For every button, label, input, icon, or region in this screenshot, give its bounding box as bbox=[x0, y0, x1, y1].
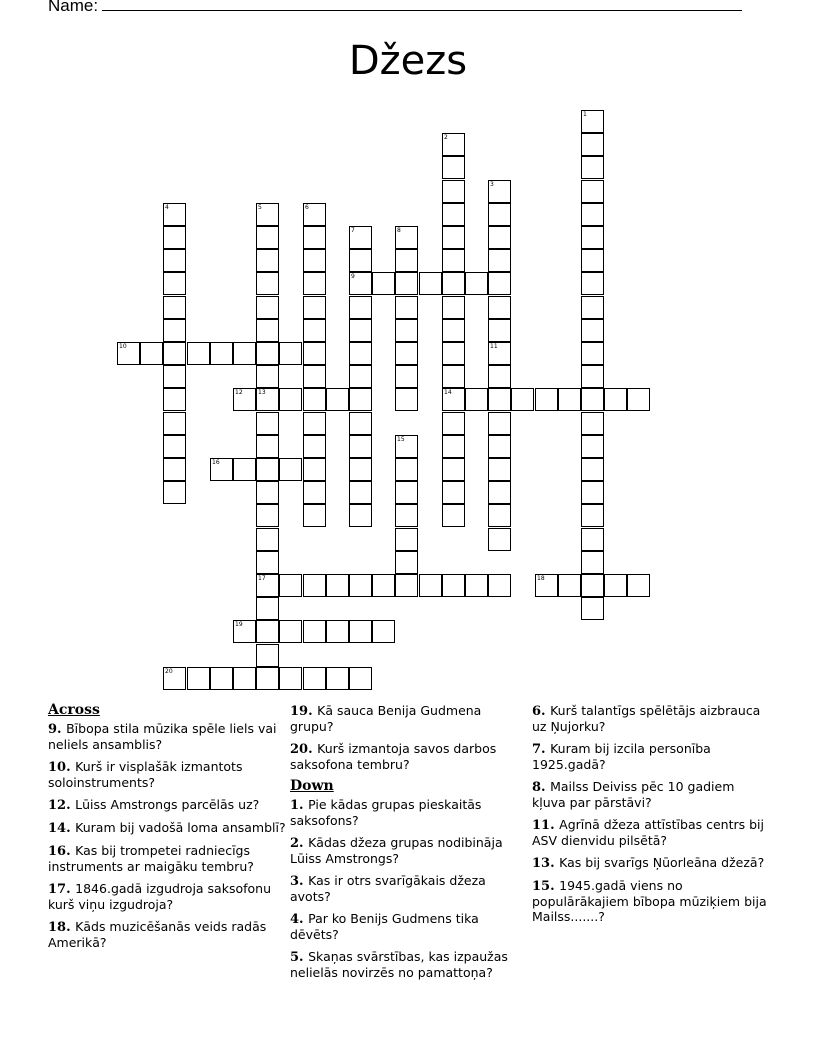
grid-cell[interactable] bbox=[256, 644, 279, 667]
clue-number: 20 bbox=[165, 668, 173, 675]
grid-cell[interactable] bbox=[187, 667, 210, 690]
grid-cell[interactable] bbox=[210, 458, 233, 481]
grid-cell[interactable] bbox=[442, 272, 465, 295]
down-clue: 5. Skaņas svārstības, kas izpaužas nelielās novirzēs no pamattoņa? bbox=[290, 949, 508, 980]
grid-cell[interactable] bbox=[303, 481, 326, 504]
grid-cell[interactable] bbox=[349, 504, 372, 527]
grid-cell[interactable] bbox=[303, 296, 326, 319]
grid-cell[interactable] bbox=[465, 574, 488, 597]
grid-cell[interactable] bbox=[488, 574, 511, 597]
grid-cell[interactable] bbox=[163, 203, 186, 226]
grid-cell[interactable] bbox=[581, 412, 604, 435]
grid-cell[interactable] bbox=[442, 365, 465, 388]
clue-number: 4 bbox=[165, 204, 169, 211]
grid-cell[interactable] bbox=[303, 388, 326, 411]
grid-cell[interactable] bbox=[349, 249, 372, 272]
grid-cell[interactable] bbox=[581, 203, 604, 226]
grid-cell[interactable] bbox=[395, 574, 418, 597]
grid-cell[interactable] bbox=[256, 481, 279, 504]
grid-cell[interactable] bbox=[395, 551, 418, 574]
grid-cell[interactable] bbox=[488, 481, 511, 504]
grid-cell[interactable] bbox=[488, 226, 511, 249]
grid-cell[interactable] bbox=[256, 203, 279, 226]
grid-cell[interactable] bbox=[395, 528, 418, 551]
grid-cell[interactable] bbox=[163, 249, 186, 272]
across-clue: 16. Kas bij trompetei radniecīgs instruments ar maigāku tembru? bbox=[48, 843, 254, 874]
grid-cell[interactable] bbox=[488, 342, 511, 365]
down-clue: 8. Mailss Deiviss pēc 10 gadiem kļuva par pārstāvi? bbox=[532, 779, 735, 810]
grid-cell[interactable] bbox=[581, 180, 604, 203]
grid-cell[interactable] bbox=[395, 504, 418, 527]
grid-cell[interactable] bbox=[303, 412, 326, 435]
grid-cell[interactable] bbox=[395, 435, 418, 458]
grid-cell[interactable] bbox=[279, 667, 302, 690]
clue-number: 18 bbox=[537, 575, 545, 582]
grid-cell[interactable] bbox=[581, 597, 604, 620]
clue-number: 9 bbox=[351, 273, 355, 280]
grid-cell[interactable] bbox=[256, 226, 279, 249]
grid-cell[interactable] bbox=[163, 319, 186, 342]
grid-cell[interactable] bbox=[279, 620, 302, 643]
grid-cell[interactable] bbox=[488, 458, 511, 481]
grid-cell[interactable] bbox=[581, 226, 604, 249]
across-heading: Across bbox=[48, 702, 100, 718]
grid-cell[interactable] bbox=[303, 667, 326, 690]
grid-cell[interactable] bbox=[140, 342, 163, 365]
across-clue: 10. Kurš ir visplašāk izmantots soloinstruments? bbox=[48, 759, 243, 790]
grid-cell[interactable] bbox=[488, 528, 511, 551]
grid-cell[interactable] bbox=[627, 388, 650, 411]
grid-cell[interactable] bbox=[303, 458, 326, 481]
grid-cell[interactable] bbox=[419, 574, 442, 597]
clue-number: 5 bbox=[258, 204, 262, 211]
grid-cell[interactable] bbox=[442, 226, 465, 249]
grid-cell[interactable] bbox=[256, 458, 279, 481]
grid-cell[interactable] bbox=[349, 365, 372, 388]
grid-cell[interactable] bbox=[349, 574, 372, 597]
grid-cell[interactable] bbox=[511, 388, 534, 411]
grid-cell[interactable] bbox=[163, 365, 186, 388]
grid-cell[interactable] bbox=[326, 388, 349, 411]
grid-cell[interactable] bbox=[372, 272, 395, 295]
grid-cell[interactable] bbox=[256, 504, 279, 527]
clues-column-2 bbox=[290, 703, 528, 987]
grid-cell[interactable] bbox=[581, 574, 604, 597]
clue-number: 3 bbox=[490, 181, 494, 188]
grid-cell[interactable] bbox=[303, 319, 326, 342]
down-heading: Down bbox=[290, 778, 334, 794]
grid-cell[interactable] bbox=[581, 249, 604, 272]
grid-cell[interactable] bbox=[163, 667, 186, 690]
grid-cell[interactable] bbox=[581, 272, 604, 295]
grid-cell[interactable] bbox=[326, 574, 349, 597]
grid-cell[interactable] bbox=[488, 296, 511, 319]
grid-cell[interactable] bbox=[395, 319, 418, 342]
grid-cell[interactable] bbox=[349, 412, 372, 435]
grid-cell[interactable] bbox=[233, 667, 256, 690]
down-clue: 13. Kas bij svarīgs Ņūorleāna džezā? bbox=[532, 855, 765, 871]
grid-cell[interactable] bbox=[349, 481, 372, 504]
grid-cell[interactable] bbox=[256, 597, 279, 620]
grid-cell[interactable] bbox=[442, 435, 465, 458]
clue-number: 2 bbox=[444, 134, 448, 141]
grid-cell[interactable] bbox=[233, 620, 256, 643]
grid-cell[interactable] bbox=[303, 272, 326, 295]
grid-cell[interactable] bbox=[395, 296, 418, 319]
grid-cell[interactable] bbox=[117, 342, 140, 365]
grid-cell[interactable] bbox=[372, 574, 395, 597]
grid-cell[interactable] bbox=[210, 342, 233, 365]
grid-cell[interactable] bbox=[442, 342, 465, 365]
clue-number: 11 bbox=[490, 343, 498, 350]
grid-cell[interactable] bbox=[349, 319, 372, 342]
grid-cell[interactable] bbox=[488, 203, 511, 226]
grid-cell[interactable] bbox=[279, 458, 302, 481]
down-clue: 6. Kurš talantīgs spēlētājs aizbrauca uz Ņujorku? bbox=[532, 703, 761, 734]
page-title: Džezs bbox=[348, 38, 468, 84]
grid-cell[interactable] bbox=[303, 365, 326, 388]
clue-number: 16 bbox=[212, 459, 220, 466]
grid-cell[interactable] bbox=[303, 342, 326, 365]
clue-number: 19 bbox=[235, 621, 243, 628]
grid-cell[interactable] bbox=[581, 435, 604, 458]
clue-number: 13 bbox=[258, 389, 266, 396]
grid-cell[interactable] bbox=[581, 342, 604, 365]
grid-cell[interactable] bbox=[233, 458, 256, 481]
grid-cell[interactable] bbox=[442, 319, 465, 342]
clues-column-3 bbox=[532, 703, 770, 931]
grid-cell[interactable] bbox=[163, 272, 186, 295]
grid-cell[interactable] bbox=[581, 458, 604, 481]
grid-cell[interactable] bbox=[581, 504, 604, 527]
grid-cell[interactable] bbox=[256, 319, 279, 342]
grid-cell[interactable] bbox=[442, 133, 465, 156]
grid-cell[interactable] bbox=[256, 249, 279, 272]
grid-cell[interactable] bbox=[349, 342, 372, 365]
down-clue: 11. Agrīnā džeza attīstības centrs bij ASV dienvidu pilsētā? bbox=[532, 817, 764, 848]
grid-cell[interactable] bbox=[442, 180, 465, 203]
grid-cell[interactable] bbox=[256, 435, 279, 458]
grid-cell[interactable] bbox=[303, 620, 326, 643]
clue-number: 10 bbox=[119, 343, 127, 350]
grid-cell[interactable] bbox=[442, 249, 465, 272]
down-clue: 4. Par ko Benijs Gudmens tika dēvēts? bbox=[290, 911, 479, 942]
grid-cell[interactable] bbox=[187, 342, 210, 365]
grid-cell[interactable] bbox=[465, 272, 488, 295]
grid-cell[interactable] bbox=[372, 620, 395, 643]
grid-cell[interactable] bbox=[210, 667, 233, 690]
grid-cell[interactable] bbox=[233, 388, 256, 411]
grid-cell[interactable] bbox=[256, 342, 279, 365]
grid-cell[interactable] bbox=[256, 272, 279, 295]
grid-cell[interactable] bbox=[163, 226, 186, 249]
grid-cell[interactable] bbox=[442, 156, 465, 179]
grid-cell[interactable] bbox=[256, 574, 279, 597]
down-clue: 15. 1945.gadā viens no populārākajiem bībopa mūziķiem bija Mailss.......? bbox=[532, 878, 767, 924]
grid-cell[interactable] bbox=[233, 342, 256, 365]
grid-cell[interactable] bbox=[442, 388, 465, 411]
grid-cell[interactable] bbox=[488, 435, 511, 458]
grid-cell[interactable] bbox=[349, 296, 372, 319]
grid-cell[interactable] bbox=[279, 574, 302, 597]
grid-cell[interactable] bbox=[442, 412, 465, 435]
grid-cell[interactable] bbox=[581, 365, 604, 388]
grid-cell[interactable] bbox=[488, 319, 511, 342]
grid-cell[interactable] bbox=[395, 272, 418, 295]
grid-cell[interactable] bbox=[163, 412, 186, 435]
down-clue: 7. Kuram bij izcila personība 1925.gadā? bbox=[532, 741, 711, 772]
clue-number: 6 bbox=[305, 204, 309, 211]
grid-cell[interactable] bbox=[488, 249, 511, 272]
grid-cell[interactable] bbox=[163, 481, 186, 504]
grid-cell[interactable] bbox=[163, 435, 186, 458]
grid-cell[interactable] bbox=[163, 296, 186, 319]
grid-cell[interactable] bbox=[395, 342, 418, 365]
grid-cell[interactable] bbox=[442, 481, 465, 504]
grid-cell[interactable] bbox=[303, 249, 326, 272]
grid-cell[interactable] bbox=[163, 388, 186, 411]
down-clue: 2. Kādas džeza grupas nodibināja Lūiss Amstrongs? bbox=[290, 835, 503, 866]
grid-cell[interactable] bbox=[442, 296, 465, 319]
grid-cell[interactable] bbox=[349, 435, 372, 458]
grid-cell[interactable] bbox=[581, 156, 604, 179]
grid-cell[interactable] bbox=[488, 388, 511, 411]
grid-cell[interactable] bbox=[558, 388, 581, 411]
grid-cell[interactable] bbox=[303, 574, 326, 597]
grid-cell[interactable] bbox=[163, 342, 186, 365]
grid-cell[interactable] bbox=[419, 272, 442, 295]
grid-cell[interactable] bbox=[303, 203, 326, 226]
grid-cell[interactable] bbox=[558, 574, 581, 597]
grid-cell[interactable] bbox=[488, 365, 511, 388]
grid-cell[interactable] bbox=[395, 226, 418, 249]
grid-cell[interactable] bbox=[581, 481, 604, 504]
across-clue: 20. Kurš izmantoja savos darbos saksofona tembru? bbox=[290, 741, 497, 772]
grid-cell[interactable] bbox=[256, 388, 279, 411]
clues-column-1 bbox=[48, 703, 286, 957]
grid-cell[interactable] bbox=[442, 504, 465, 527]
across-clue: 14. Kuram bij vadošā loma ansamblī? bbox=[48, 820, 286, 836]
grid-cell[interactable] bbox=[279, 342, 302, 365]
grid-cell[interactable] bbox=[581, 110, 604, 133]
grid-cell[interactable] bbox=[326, 620, 349, 643]
grid-cell[interactable] bbox=[581, 528, 604, 551]
grid-cell[interactable] bbox=[256, 296, 279, 319]
grid-cell[interactable] bbox=[163, 458, 186, 481]
grid-cell[interactable] bbox=[581, 319, 604, 342]
grid-cell[interactable] bbox=[581, 551, 604, 574]
grid-cell[interactable] bbox=[256, 528, 279, 551]
grid-cell[interactable] bbox=[465, 388, 488, 411]
grid-cell[interactable] bbox=[488, 272, 511, 295]
grid-cell[interactable] bbox=[349, 272, 372, 295]
grid-cell[interactable] bbox=[256, 412, 279, 435]
grid-cell[interactable] bbox=[581, 133, 604, 156]
clue-number: 7 bbox=[351, 227, 355, 234]
grid-cell[interactable] bbox=[535, 388, 558, 411]
grid-cell[interactable] bbox=[256, 551, 279, 574]
grid-cell[interactable] bbox=[488, 180, 511, 203]
grid-cell[interactable] bbox=[395, 249, 418, 272]
down-clue: 3. Kas ir otrs svarīgākais džeza avots? bbox=[290, 873, 486, 904]
grid-cell[interactable] bbox=[488, 412, 511, 435]
grid-cell[interactable] bbox=[395, 388, 418, 411]
grid-cell[interactable] bbox=[303, 435, 326, 458]
grid-cell[interactable] bbox=[279, 388, 302, 411]
grid-cell[interactable] bbox=[442, 458, 465, 481]
grid-cell[interactable] bbox=[256, 667, 279, 690]
grid-cell[interactable] bbox=[256, 365, 279, 388]
across-clue: 19. Kā sauca Benija Gudmena grupu? bbox=[290, 703, 482, 734]
grid-cell[interactable] bbox=[604, 388, 627, 411]
clue-number: 8 bbox=[397, 227, 401, 234]
down-clue: 1. Pie kādas grupas pieskaitās saksofons? bbox=[290, 797, 482, 828]
grid-cell[interactable] bbox=[303, 504, 326, 527]
across-clue: 18. Kāds muzicēšanās veids radās Amerikā? bbox=[48, 919, 267, 950]
grid-cell[interactable] bbox=[581, 296, 604, 319]
grid-cell[interactable] bbox=[442, 203, 465, 226]
clue-number: 15 bbox=[397, 436, 405, 443]
grid-cell[interactable] bbox=[349, 667, 372, 690]
clue-number: 17 bbox=[258, 575, 266, 582]
grid-cell[interactable] bbox=[535, 574, 558, 597]
grid-cell[interactable] bbox=[349, 458, 372, 481]
grid-cell[interactable] bbox=[627, 574, 650, 597]
grid-cell[interactable] bbox=[604, 574, 627, 597]
clue-number: 1 bbox=[583, 111, 587, 118]
grid-cell[interactable] bbox=[326, 667, 349, 690]
grid-cell[interactable] bbox=[303, 226, 326, 249]
grid-cell[interactable] bbox=[488, 504, 511, 527]
grid-cell[interactable] bbox=[581, 388, 604, 411]
across-clue: 12. Lūiss Amstrongs parcēlās uz? bbox=[48, 797, 260, 813]
grid-cell[interactable] bbox=[442, 574, 465, 597]
name-label: Name: bbox=[48, 0, 99, 15]
grid-cell[interactable] bbox=[395, 458, 418, 481]
grid-cell[interactable] bbox=[395, 365, 418, 388]
grid-cell[interactable] bbox=[256, 620, 279, 643]
grid-cell[interactable] bbox=[349, 620, 372, 643]
grid-cell[interactable] bbox=[349, 388, 372, 411]
across-clue: 17. 1846.gadā izgudroja saksofonu kurš viņu izgudroja? bbox=[48, 881, 272, 912]
grid-cell[interactable] bbox=[395, 481, 418, 504]
clue-number: 12 bbox=[235, 389, 243, 396]
across-clue: 9. Bībopa stila mūzika spēle liels vai neliels ansamblis? bbox=[48, 721, 277, 752]
grid-cell[interactable] bbox=[349, 226, 372, 249]
clue-number: 14 bbox=[444, 389, 452, 396]
